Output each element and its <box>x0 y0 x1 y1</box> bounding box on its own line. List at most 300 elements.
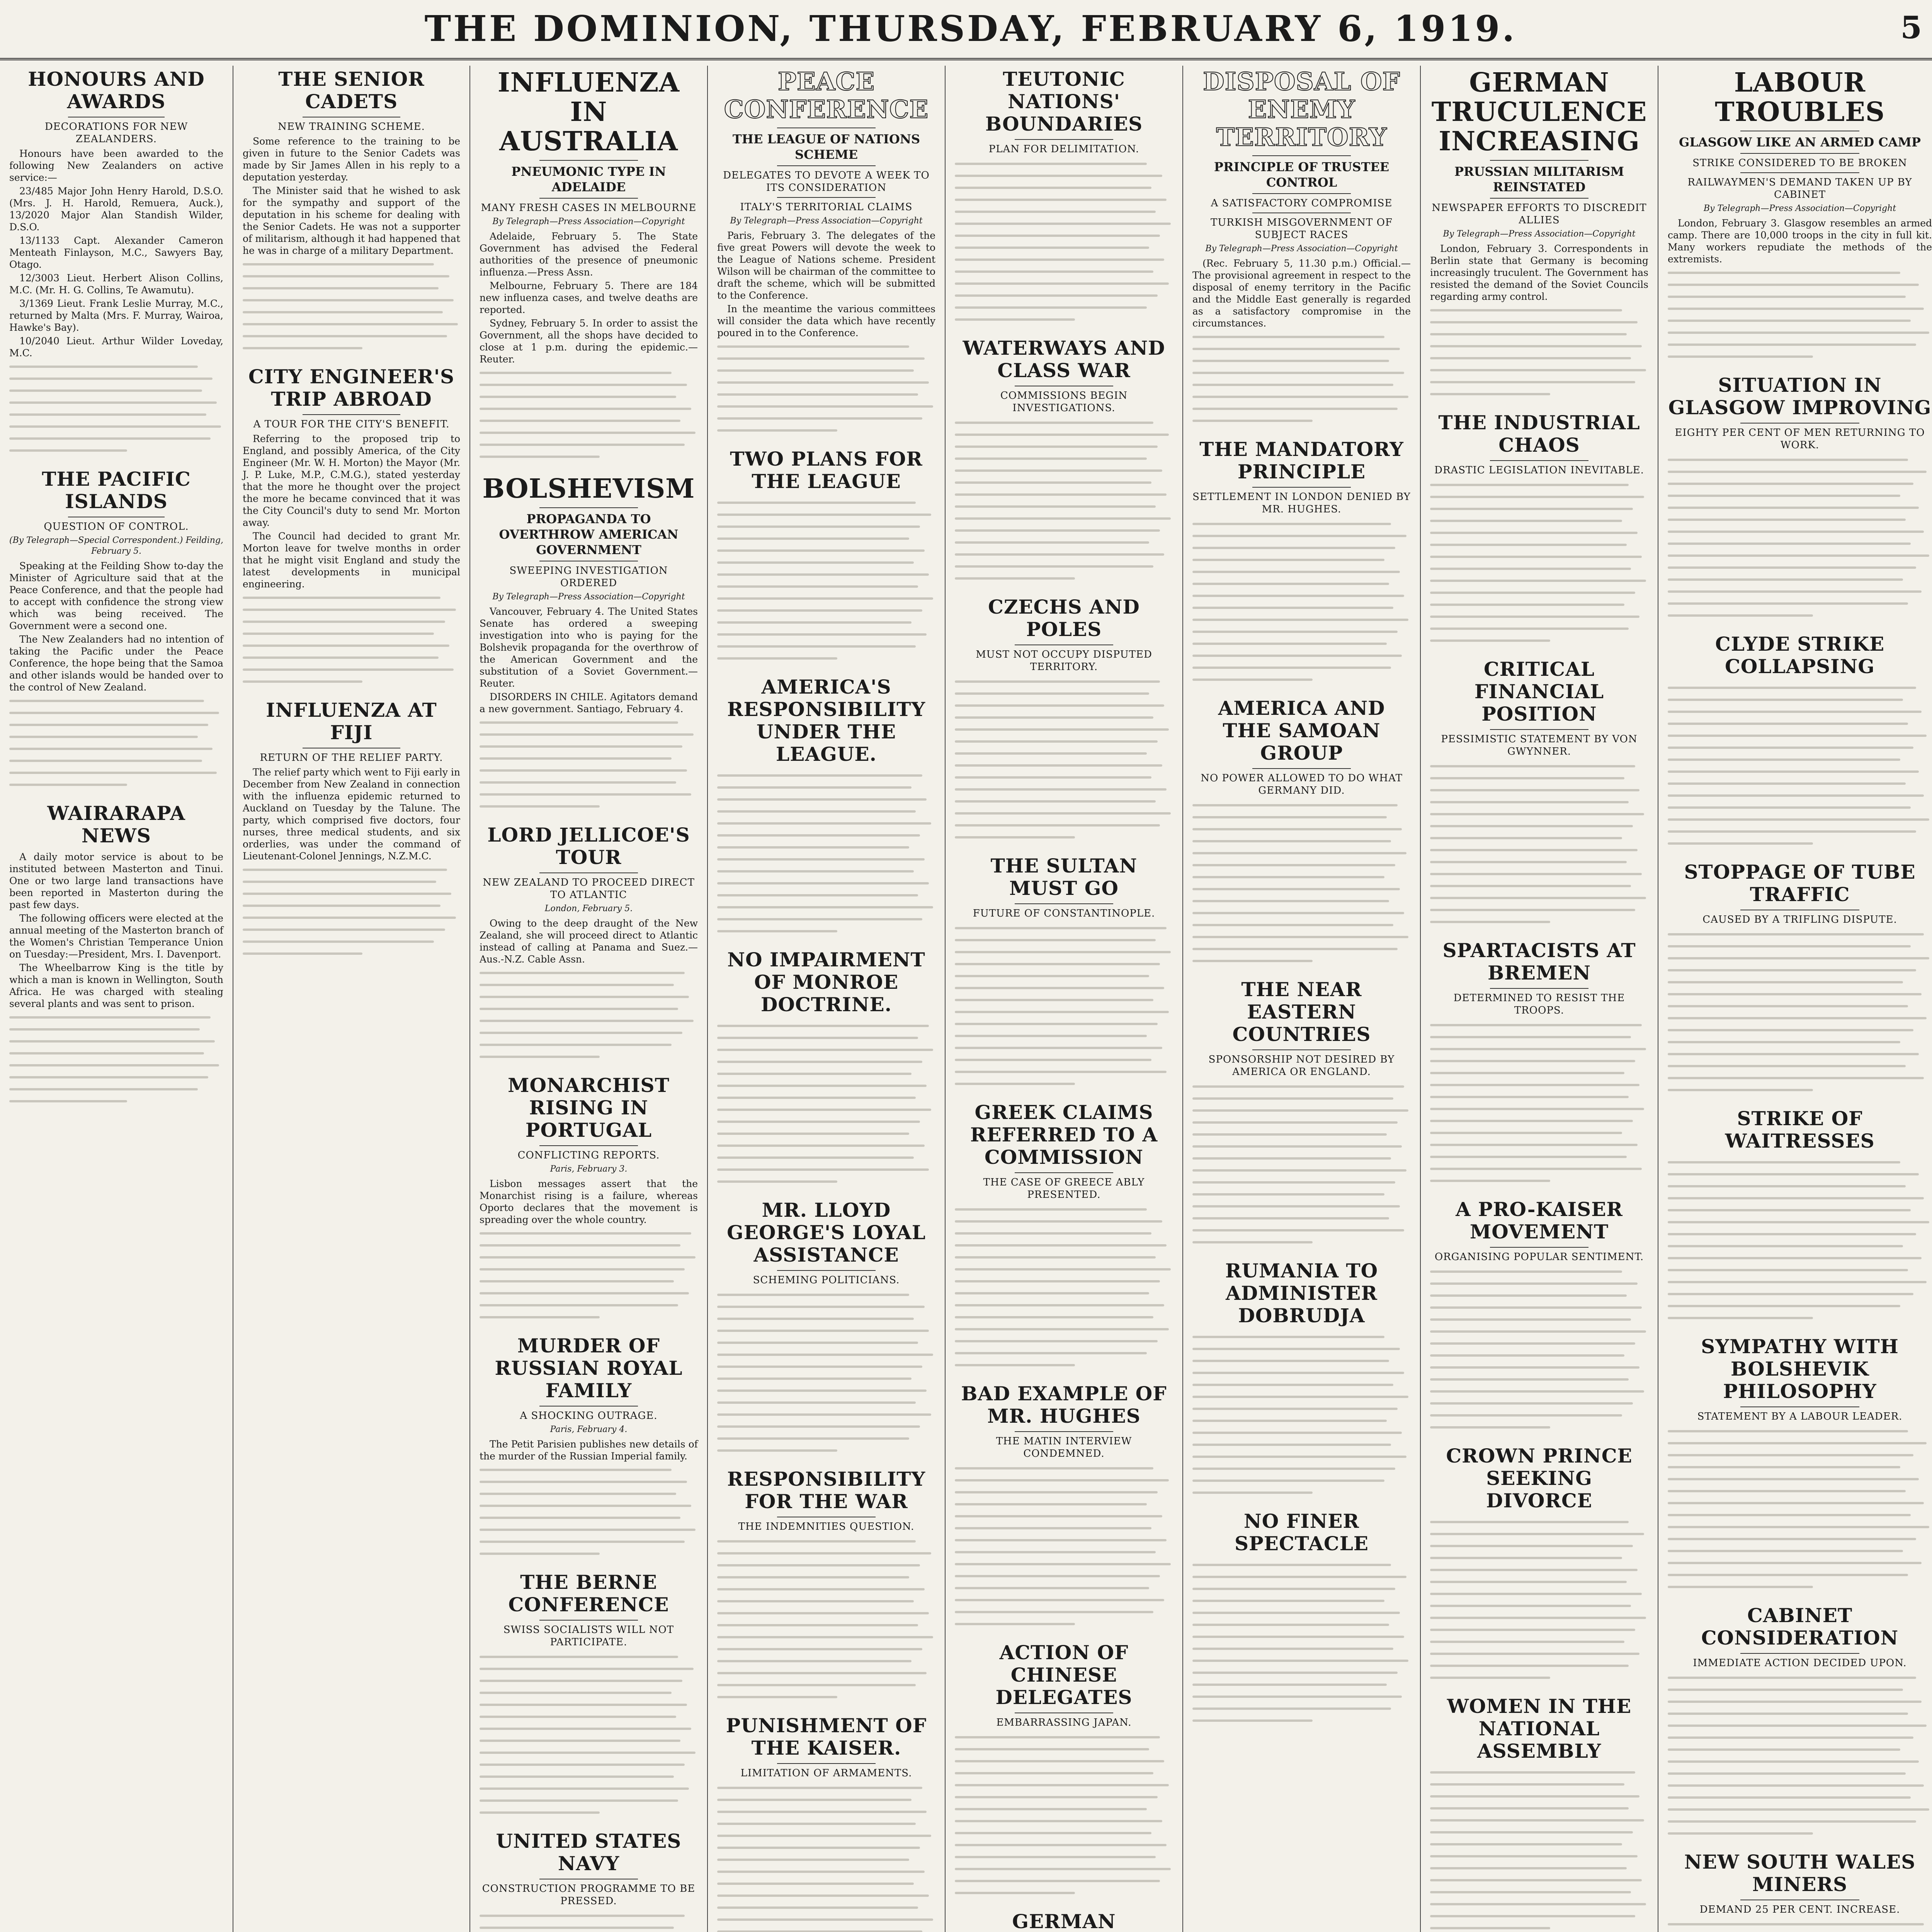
illegible-text-line <box>480 1922 698 1932</box>
article-waterways <box>955 337 1173 584</box>
article-fine-spectacle <box>1192 1510 1411 1726</box>
illegible-text-line <box>480 403 698 415</box>
illegible-text-line <box>717 901 935 913</box>
illegible-text-line <box>480 1311 698 1323</box>
illegible-text-line <box>955 1323 1173 1335</box>
headline: GERMAN TRUCULENCE INCREASING <box>1431 67 1647 157</box>
illegible-text-line <box>243 935 460 947</box>
illegible-text-line <box>480 1227 698 1239</box>
illegible-text-line <box>955 1803 1173 1815</box>
illegible-text-line <box>955 194 1173 206</box>
illegible-text-line <box>717 1667 935 1679</box>
headline: WOMEN IN THE NATIONAL ASSEMBLY <box>1447 1695 1632 1762</box>
illegible-text-line <box>480 379 698 391</box>
body-paragraph: Adelaide, February 5. The State Government has advised the Federal authorities of the presence of pneumonic influenza.—Press Assn. <box>480 231 698 278</box>
illegible-text-line <box>1430 1373 1648 1385</box>
headline: SYMPATHY WITH BOLSHEVIK PHILOSOPHY <box>1701 1335 1899 1403</box>
illegible-text-line <box>1192 1571 1411 1583</box>
illegible-text-line <box>1430 503 1648 515</box>
illegible-text-line <box>1668 609 1932 621</box>
illegible-text-line <box>243 342 460 354</box>
illegible-text-line <box>955 982 1173 994</box>
illegible-text-line <box>717 616 935 628</box>
illegible-text-line <box>480 1239 698 1251</box>
byline: Paris, February 3. <box>550 1164 628 1174</box>
page-number: 5 <box>1900 9 1922 46</box>
illegible-text-line <box>1430 844 1648 856</box>
illegible-text-line <box>717 412 935 424</box>
article-honours-and-awards <box>9 68 223 456</box>
illegible-text-line <box>1668 327 1932 338</box>
illegible-text-line <box>717 1806 935 1818</box>
illegible-text-line <box>717 1842 935 1854</box>
subheadline: PRUSSIAN MILITARISM REINSTATED <box>1454 164 1624 194</box>
illegible-text-line <box>1430 1301 1648 1313</box>
illegible-text-line <box>1192 1583 1411 1595</box>
illegible-text-line <box>1430 563 1648 575</box>
article-wairarapa-news <box>9 802 223 1107</box>
illegible-text-line <box>1668 490 1932 502</box>
illegible-text-line <box>480 1910 698 1922</box>
illegible-text-line <box>955 1618 1173 1630</box>
illegible-text-line <box>1430 1600 1648 1612</box>
illegible-text-line <box>955 1474 1173 1486</box>
illegible-text-line <box>480 991 698 1003</box>
illegible-text-line <box>1668 1000 1932 1012</box>
headline: LORD JELLICOE'S TOUR <box>487 823 690 869</box>
illegible-text-line <box>955 206 1173 218</box>
illegible-text-line <box>1668 1252 1932 1264</box>
headline: TWO PLANS FOR THE LEAGUE <box>730 447 923 493</box>
illegible-text-line <box>955 831 1173 843</box>
divider <box>1490 1247 1588 1248</box>
illegible-text-line <box>717 1032 935 1044</box>
illegible-text-line <box>480 391 698 403</box>
illegible-text-line <box>1430 1922 1648 1932</box>
illegible-text-line <box>717 781 935 793</box>
subheadline: DETERMINED TO RESIST THE TROOPS. <box>1453 992 1625 1016</box>
illegible-text-line <box>1668 597 1932 609</box>
subheadline: DECORATIONS FOR NEW ZEALANDERS. <box>44 121 188 145</box>
illegible-text-line <box>955 1275 1173 1287</box>
illegible-text-line <box>1668 753 1932 765</box>
byline: By Telegraph—Press Association—Copyright <box>730 216 923 226</box>
divider <box>1252 768 1350 769</box>
illegible-text-line <box>1192 355 1411 367</box>
subheadline: PESSIMISTIC STATEMENT BY VON GWYNNER. <box>1441 733 1638 757</box>
illegible-text-line <box>717 509 935 520</box>
body-paragraph: Honours have been awarded to the following New Zealanders on active service:— <box>9 148 223 183</box>
illegible-text-line <box>1192 1116 1411 1128</box>
headline: GERMAN <box>1012 1910 1116 1932</box>
illegible-text-line <box>1430 599 1648 611</box>
illegible-text-line <box>1668 1521 1932 1533</box>
illegible-text-line <box>717 805 935 817</box>
article-russian-royal-family <box>480 1335 698 1560</box>
illegible-text-line <box>717 817 935 829</box>
illegible-text-line <box>1668 765 1932 777</box>
subheadline: QUESTION OF CONTROL. <box>44 521 189 532</box>
illegible-text-line <box>480 1015 698 1027</box>
subheadline: NEW ZEALAND TO PROCEED DIRECT TO ATLANTIC <box>483 877 695 901</box>
illegible-text-line <box>1430 1648 1648 1660</box>
illegible-text-line <box>717 1337 935 1349</box>
illegible-text-line <box>1430 304 1648 316</box>
illegible-text-line <box>717 877 935 889</box>
illegible-text-line <box>1192 1152 1411 1164</box>
illegible-text-line <box>1430 491 1648 503</box>
illegible-text-line <box>955 464 1173 476</box>
illegible-text-line <box>955 452 1173 464</box>
subheadline: FUTURE OF CONSTANTINOPLE. <box>973 908 1155 919</box>
subheadline: GLASGOW LIKE AN ARMED CAMP <box>1679 135 1921 150</box>
illegible-text-line <box>1192 907 1411 919</box>
illegible-text-line <box>1668 454 1932 466</box>
illegible-text-line <box>1668 478 1932 490</box>
illegible-text-line <box>955 699 1173 711</box>
illegible-text-line <box>243 864 460 876</box>
illegible-text-line <box>955 289 1173 301</box>
divider <box>1490 160 1588 161</box>
illegible-text-line <box>717 1571 935 1583</box>
illegible-text-line <box>1192 518 1411 530</box>
illegible-text-line <box>1430 1874 1648 1886</box>
illegible-text-line <box>955 1534 1173 1546</box>
illegible-text-line <box>955 265 1173 277</box>
illegible-text-line <box>717 1794 935 1806</box>
illegible-text-line <box>1668 1060 1932 1072</box>
illegible-text-line <box>1192 343 1411 355</box>
article-influenza-at-fiji <box>243 699 460 959</box>
illegible-text-line <box>480 1747 698 1759</box>
illegible-text-line <box>243 282 460 294</box>
body-paragraph: A daily motor service is about to be instituted between Masterton and Tinui. One or two large land transactions have been reported in Masterton during the past few days. <box>9 851 223 910</box>
illegible-text-line <box>955 1887 1173 1899</box>
illegible-text-line <box>1192 1164 1411 1176</box>
illegible-text-line <box>1668 694 1932 706</box>
body-paragraph: 23/485 Major John Henry Harold, D.S.O. (Mrs. J. H. Harold, Remuera, Auck.), 13/2020 Major Alan Standish Wilder, D.S.O. <box>9 185 223 233</box>
illegible-text-line <box>1668 291 1932 303</box>
illegible-text-line <box>1430 1660 1648 1672</box>
illegible-text-line <box>955 1606 1173 1618</box>
illegible-text-line <box>1192 1475 1411 1486</box>
illegible-text-line <box>717 1691 935 1703</box>
divider <box>539 507 638 508</box>
illegible-text-line <box>717 1535 935 1547</box>
byline: (By Telegraph—Special Correspondent.) Feilding, February 5. <box>9 536 223 556</box>
illegible-text-line <box>717 520 935 532</box>
illegible-text-line <box>955 1827 1173 1839</box>
illegible-text-line <box>1668 1228 1932 1240</box>
headline: NO IMPAIRMENT OF MONROE DOCTRINE. <box>727 948 925 1016</box>
illegible-text-line <box>955 1462 1173 1474</box>
illegible-text-line <box>1192 1655 1411 1667</box>
illegible-text-line <box>243 675 460 687</box>
illegible-text-line <box>955 1743 1173 1755</box>
illegible-text-line <box>9 719 223 731</box>
divider <box>1490 729 1588 730</box>
illegible-text-line <box>1430 1031 1648 1043</box>
illegible-text-line <box>717 1116 935 1128</box>
headline: MONARCHIST RISING IN PORTUGAL <box>508 1074 670 1141</box>
illegible-text-line <box>717 1643 935 1655</box>
illegible-text-line <box>955 1486 1173 1498</box>
illegible-text-line <box>1192 415 1411 427</box>
illegible-text-line <box>1192 859 1411 871</box>
illegible-text-line <box>1668 837 1932 849</box>
illegible-text-line <box>1668 537 1932 549</box>
illegible-text-line <box>1668 1581 1932 1593</box>
illegible-text-line <box>9 1059 223 1071</box>
illegible-text-line <box>243 318 460 330</box>
illegible-text-line <box>955 313 1173 325</box>
subheadline: A SHOCKING OUTRAGE. <box>520 1410 658 1422</box>
illegible-text-line <box>9 1011 223 1023</box>
illegible-text-line <box>955 687 1173 699</box>
illegible-text-line <box>955 170 1173 182</box>
illegible-text-line <box>480 367 698 379</box>
illegible-text-line <box>1192 799 1411 811</box>
illegible-text-line <box>717 1420 935 1432</box>
headline: WAIRARAPA NEWS <box>47 802 185 847</box>
illegible-text-line <box>1668 801 1932 813</box>
illegible-text-line <box>1668 1168 1932 1180</box>
body-paragraph: The Wheelbarrow King is the title by which a man is known in Wellington, South Africa. He was charged with stealing several plants and was sent to prison. <box>9 962 223 1009</box>
illegible-text-line <box>955 1791 1173 1803</box>
illegible-text-line <box>717 1104 935 1116</box>
illegible-text-line <box>717 1325 935 1337</box>
illegible-text-line <box>1192 1200 1411 1212</box>
headline: RESPONSIBILITY FOR THE WAR <box>727 1468 926 1513</box>
article-situation-glasgow <box>1668 374 1932 621</box>
subheadline: MUST NOT OCCUPY DISPUTED TERRITORY. <box>976 649 1152 673</box>
illegible-text-line <box>1668 1449 1932 1461</box>
illegible-text-line <box>1192 1331 1411 1343</box>
illegible-text-line <box>1668 1288 1932 1300</box>
illegible-text-line <box>955 1755 1173 1767</box>
divider <box>539 1145 638 1146</box>
illegible-text-line <box>955 1227 1173 1239</box>
illegible-text-line <box>955 1311 1173 1323</box>
body-paragraph: The Petit Parisien publishes new details of the murder of the Russian Imperial family. <box>480 1439 698 1462</box>
subheadline: A TOUR FOR THE CITY'S BENEFIT. <box>253 418 450 430</box>
illegible-text-line <box>1192 367 1411 379</box>
illegible-text-line <box>1192 1092 1411 1104</box>
illegible-text-line <box>955 970 1173 982</box>
illegible-text-line <box>480 1723 698 1735</box>
illegible-text-line <box>1430 1361 1648 1373</box>
illegible-text-line <box>955 253 1173 265</box>
illegible-text-line <box>1668 1827 1932 1839</box>
illegible-text-line <box>717 592 935 604</box>
illegible-text-line <box>243 258 460 270</box>
illegible-text-line <box>1668 303 1932 315</box>
headline: ACTION OF CHINESE DELEGATES <box>995 1641 1133 1709</box>
article-sympathy-bolshevik <box>1668 1335 1932 1593</box>
illegible-text-line <box>1668 1425 1932 1437</box>
illegible-text-line <box>1430 611 1648 622</box>
headline: THE MANDATORY PRINCIPLE <box>1199 438 1404 483</box>
column-3 <box>470 66 708 1932</box>
body-paragraph: 10/2040 Lieut. Arthur Wilder Loveday, M.C. <box>9 335 223 359</box>
subheadline: PLAN FOR DELIMITATION. <box>988 143 1139 155</box>
article-monarchist-rising <box>480 1074 698 1323</box>
illegible-text-line <box>1430 1151 1648 1163</box>
illegible-text-line <box>1668 706 1932 718</box>
illegible-text-line <box>480 1663 698 1675</box>
headline: INFLUENZA IN AUSTRALIA <box>497 67 680 157</box>
illegible-text-line <box>1192 1403 1411 1415</box>
illegible-text-line <box>480 967 698 979</box>
headline: STOPPAGE OF TUBE TRAFFIC <box>1684 861 1916 906</box>
illegible-text-line <box>1192 895 1411 907</box>
headline: UNITED STATES NAVY <box>496 1830 682 1875</box>
illegible-text-line <box>1192 331 1411 343</box>
illegible-text-line <box>480 1476 698 1488</box>
illegible-text-line <box>1430 1349 1648 1361</box>
illegible-text-line <box>9 695 223 707</box>
illegible-text-line <box>1430 1265 1648 1277</box>
illegible-text-line <box>480 740 698 752</box>
illegible-text-line <box>1430 1175 1648 1187</box>
divider <box>1740 1406 1859 1407</box>
illegible-text-line <box>955 417 1173 429</box>
illegible-text-line <box>1430 1636 1648 1648</box>
illegible-text-line <box>1430 1790 1648 1802</box>
illegible-text-line <box>243 639 460 651</box>
illegible-text-line <box>1668 1509 1932 1521</box>
illegible-text-line <box>955 1594 1173 1606</box>
illegible-text-line <box>243 651 460 663</box>
article-united-states-navy <box>480 1830 698 1932</box>
illegible-text-line <box>1192 871 1411 883</box>
subheadline: NO POWER ALLOWED TO DO WHAT GERMANY DID. <box>1201 772 1403 796</box>
illegible-text-line <box>1430 1898 1648 1910</box>
column-2 <box>233 66 470 1932</box>
article-lord-jellicoe <box>480 824 698 1063</box>
illegible-text-line <box>1668 976 1932 988</box>
illegible-text-line <box>1668 1708 1932 1719</box>
illegible-text-line <box>1668 1719 1932 1731</box>
headline: SITUATION IN GLASGOW IMPROVING <box>1668 374 1932 419</box>
illegible-text-line <box>1430 820 1648 832</box>
illegible-text-line <box>1192 1415 1411 1427</box>
illegible-text-line <box>717 556 935 568</box>
illegible-text-line <box>1192 662 1411 673</box>
byline: Paris, February 4. <box>550 1425 628 1434</box>
illegible-text-line <box>1192 823 1411 835</box>
illegible-text-line <box>1192 1619 1411 1631</box>
illegible-text-line <box>955 1203 1173 1215</box>
illegible-text-line <box>955 819 1173 831</box>
divider <box>777 1763 875 1764</box>
illegible-text-line <box>480 1687 698 1699</box>
illegible-text-line <box>955 1030 1173 1042</box>
illegible-text-line <box>717 1607 935 1619</box>
illegible-text-line <box>480 728 698 740</box>
divider <box>1490 988 1588 989</box>
illegible-text-line <box>1668 730 1932 742</box>
subheadline: RETURN OF THE RELIEF PARTY. <box>260 752 443 764</box>
illegible-text-line <box>717 841 935 853</box>
illegible-text-line <box>1192 1367 1411 1379</box>
illegible-text-line <box>955 476 1173 488</box>
illegible-text-line <box>955 1018 1173 1030</box>
illegible-text-line <box>717 652 935 664</box>
illegible-text-line <box>955 1731 1173 1743</box>
article-critical-financial <box>1430 658 1648 928</box>
illegible-text-line <box>1668 1767 1932 1779</box>
illegible-text-line <box>717 1396 935 1408</box>
divider <box>1490 198 1588 199</box>
illegible-text-line <box>1668 1696 1932 1708</box>
subheadline: SPONSORSHIP NOT DESIRED BY AMERICA OR ENGLAND. <box>1208 1054 1395 1078</box>
illegible-text-line <box>955 1498 1173 1510</box>
illegible-text-line <box>1430 1528 1648 1540</box>
article-near-eastern <box>1192 978 1411 1248</box>
subheadline: SWEEPING INVESTIGATION ORDERED <box>509 565 668 589</box>
illegible-text-line <box>955 1510 1173 1522</box>
illegible-text-line <box>955 747 1173 759</box>
illegible-text-line <box>1668 928 1932 940</box>
illegible-text-line <box>955 1875 1173 1887</box>
illegible-text-line <box>1192 638 1411 650</box>
illegible-text-line <box>480 415 698 427</box>
illegible-text-line <box>243 592 460 604</box>
article-clyde-strike <box>1668 633 1932 849</box>
illegible-text-line <box>243 616 460 628</box>
headline: CLYDE STRIKE COLLAPSING <box>1715 633 1885 678</box>
illegible-text-line <box>9 384 223 396</box>
illegible-text-line <box>1430 539 1648 551</box>
divider <box>539 198 638 199</box>
article-mr-hughes <box>955 1383 1173 1630</box>
illegible-text-line <box>480 1675 698 1687</box>
illegible-text-line <box>243 663 460 675</box>
illegible-text-line <box>717 925 935 937</box>
illegible-text-line <box>1668 526 1932 537</box>
divider <box>1015 1172 1113 1173</box>
illegible-text-line <box>1430 1313 1648 1325</box>
body-paragraph: London, February 3. Correspondents in Berlin state that Germany is becoming increasingly truculent. The Government has resisted the demand of the Soviet Councils regarding army control. <box>1430 243 1648 302</box>
illegible-text-line <box>1668 988 1932 1000</box>
illegible-text-line <box>1668 549 1932 561</box>
subheadline: EMBARRASSING JAPAN. <box>996 1717 1132 1728</box>
illegible-text-line <box>243 294 460 306</box>
illegible-text-line <box>1668 1461 1932 1473</box>
illegible-text-line <box>717 544 935 556</box>
illegible-text-line <box>717 1444 935 1456</box>
illegible-text-line <box>955 1359 1173 1371</box>
illegible-text-line <box>480 1770 698 1782</box>
illegible-text-line <box>1192 403 1411 415</box>
divider <box>1252 155 1350 156</box>
illegible-text-line <box>717 424 935 436</box>
illegible-text-line <box>955 1066 1173 1078</box>
illegible-text-line <box>955 771 1173 783</box>
subheadline: A SATISFACTORY COMPROMISE <box>1211 197 1393 209</box>
illegible-text-line <box>955 440 1173 452</box>
illegible-text-line <box>1430 1103 1648 1115</box>
article-senior-cadets <box>243 68 460 354</box>
article-nsw-miners <box>1668 1851 1932 1932</box>
body-paragraph: 3/1369 Lieut. Frank Leslie Murray, M.C., returned by Malta (Mrs. F. Murray, Wairoa, Hawke's Bay). <box>9 298 223 333</box>
illegible-text-line <box>480 1536 698 1548</box>
body-paragraph: The Minister said that he wished to ask for the sympathy and support of the deputation in his scheme for dealing with the Senior Cadets. He was not a supporter of militarism, although it had happened that he was in charge of a military Department. <box>243 185 460 256</box>
illegible-text-line <box>1430 1886 1648 1898</box>
illegible-text-line <box>1192 847 1411 859</box>
body-paragraph: Melbourne, February 5. There are 184 new influenza cases, and twelve deaths are reported. <box>480 280 698 315</box>
